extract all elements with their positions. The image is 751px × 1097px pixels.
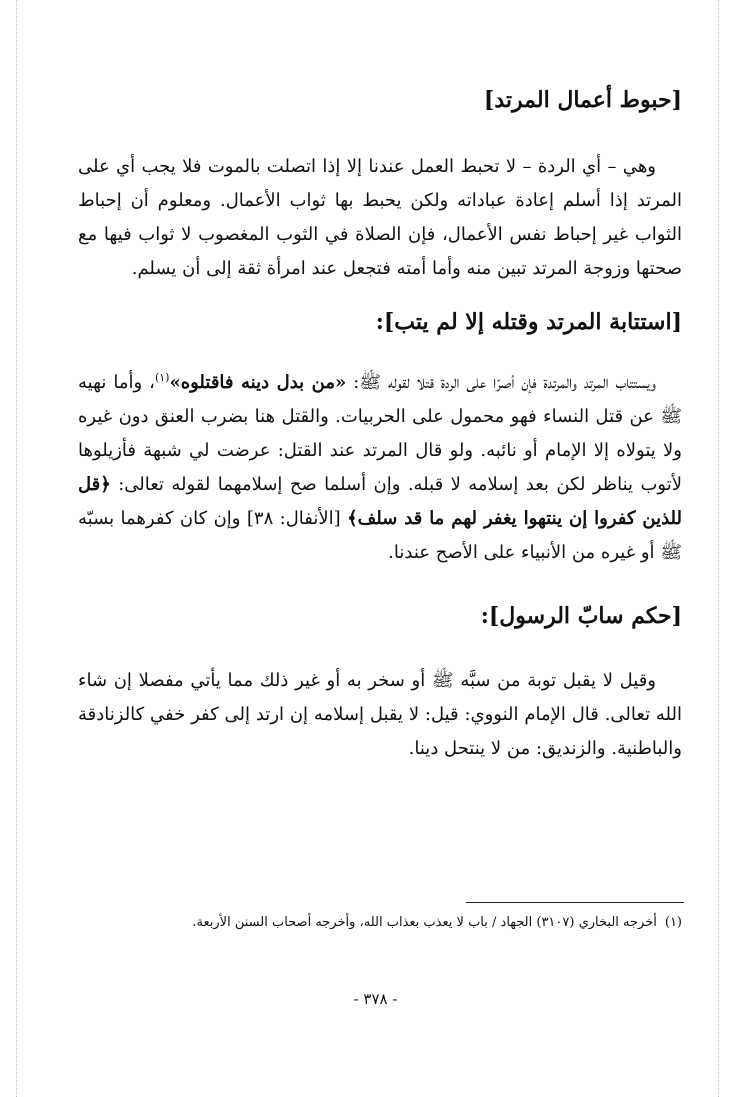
paragraph-text-end: [الأنفال: ٣٨] وإن كان كفرهما بسبّه ﷺ أو غيره من الأنبياء على الأصح عندنا. bbox=[78, 508, 682, 563]
footnote bbox=[78, 910, 682, 936]
section-paragraph-repentance bbox=[78, 366, 682, 570]
page-number: - ٣٧٨ - bbox=[353, 990, 398, 1008]
footnote-number: (١) bbox=[664, 915, 682, 930]
footnote-divider bbox=[466, 902, 684, 903]
section-heading-apostate-deeds: [حبوط أعمال المرتد] bbox=[483, 87, 682, 113]
scan-margin-dots-left bbox=[16, 0, 17, 1097]
page-body bbox=[78, 82, 682, 766]
scan-margin-dots-right bbox=[718, 0, 719, 1097]
paragraph-text-middle: ، وأما نهيه ﷺ عن قتل النساء فهو محمول على الحربيات. والقتل هنا بضرب العنق دون غيره ولا يتولاه إلا الإمام أو نائبه. ولو قال المرتد عند القتل: عرضت لي شبهة فأزيلوها لأتوب يناظر لكن بعد إسلامه لا قبله. وإن أسلما صح إسلامهما لقوله تعالى: bbox=[78, 372, 682, 495]
quran-verse: ﴿قل للذين كفروا إن ينتهوا يغفر لهم ما قد سلف﴾ bbox=[78, 474, 683, 529]
footnote-text: أخرجه البخاري (٣١٠٧) الجهاد / باب لا يعذب بعذاب الله، وأخرجه أصحاب السنن الأربعة. bbox=[192, 915, 657, 930]
hadith-quote: «من بدل دينه فاقتلوه» bbox=[169, 372, 347, 393]
section-heading-insulting-prophet: [حكم سابّ الرسول]: bbox=[480, 603, 682, 629]
footnote-reference: (١) bbox=[154, 371, 170, 384]
section-paragraph-apostate-deeds: وهي – أي الردة – لا تحبط العمل عندنا إلا إذا اتصلت بالموت فلا يجب أي على المرتد إذا أسلم إعادة عباداته ولكن يحبط بها ثواب الأعمال. ومعلوم أن إحباط الثواب غير إحباط نفس الأعمال، فإن الصلاة في الثوب المغصوب لا ثواب فيها مع صحتها وزوجة المرتد تبين منه وأما أمته فتجعل عند امرأة ثقة إلى أن يسلم. bbox=[78, 156, 682, 279]
section-paragraph-insulting-prophet: وقيل لا يقبل توبة من سبَّه ﷺ أو سخر به أو غير ذلك مما يأتي مفصلا إن شاء الله تعالى. قال الإمام النووي: قيل: لا يقبل إسلامه إن ارتد إلى كفر خفي كالزنادقة والباطنية. والزنديق: من لا ينتحل دينا. bbox=[78, 670, 682, 759]
section-heading-repentance: [استتابة المرتد وقتله إلا لم يتب]: bbox=[375, 309, 682, 335]
paragraph-text-start: ويستتاب المرتد والمرتدة فإن أصرّا على الردة قتلا لقوله ﷺ: bbox=[346, 372, 656, 393]
